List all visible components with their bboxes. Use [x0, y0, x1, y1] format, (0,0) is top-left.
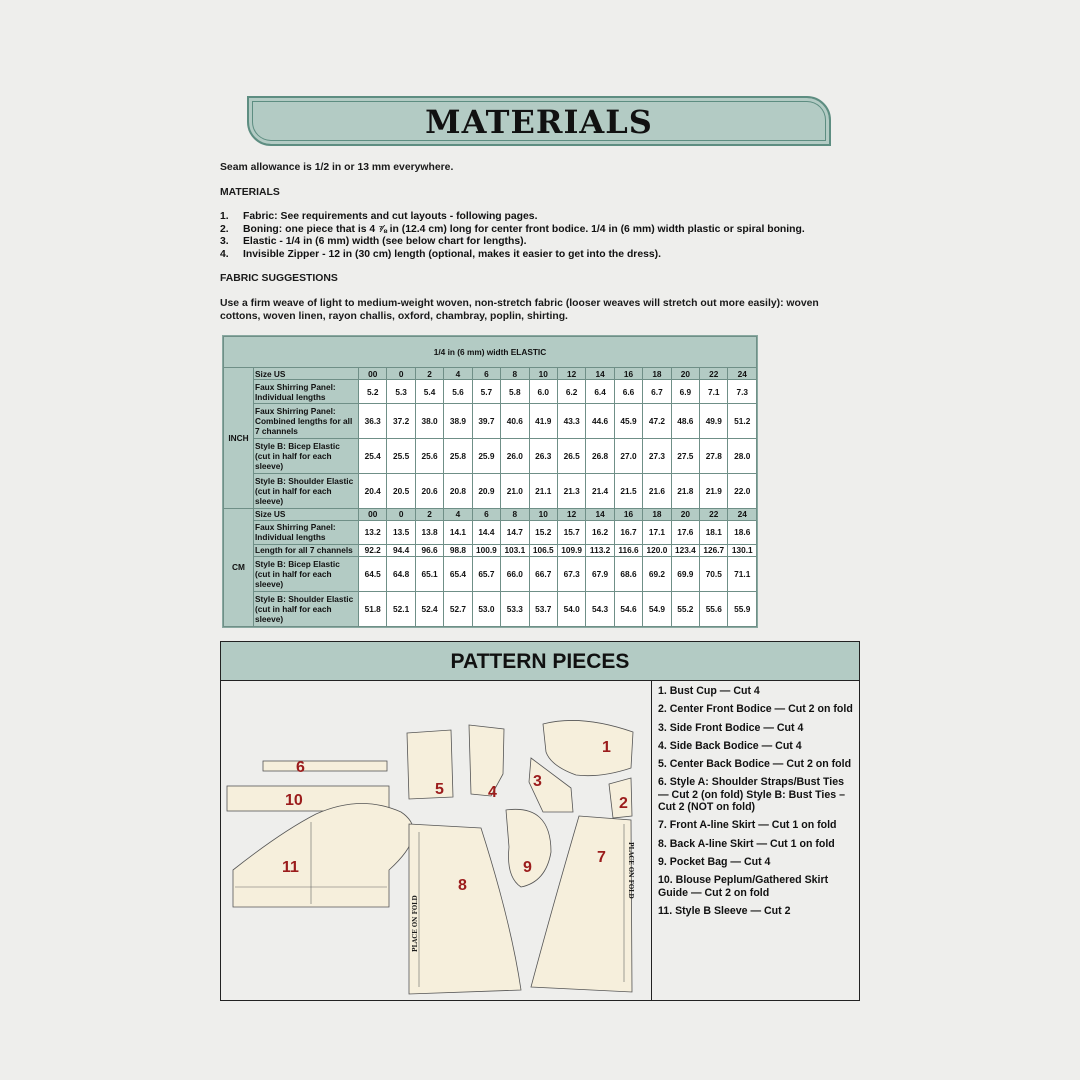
piece-11-shape: [233, 803, 414, 907]
value-cell: 17.6: [671, 521, 699, 545]
piece-8-shape: [409, 824, 521, 994]
list-text: Boning: one piece that is 4 ⅞ in (12.4 cm) long for center front bodice. 1/4 in (6 mm) width plastic or spiral boning.: [243, 223, 805, 235]
size-cell: 2: [415, 508, 443, 520]
value-cell: 54.6: [614, 592, 642, 627]
list-number: 3.: [220, 236, 229, 247]
size-cell: 10: [529, 368, 557, 380]
value-cell: 21.4: [586, 473, 614, 508]
value-cell: 27.0: [614, 438, 642, 473]
size-cell: 8: [501, 368, 529, 380]
value-cell: 25.8: [444, 438, 472, 473]
value-cell: 113.2: [586, 544, 614, 556]
materials-list: [220, 211, 805, 261]
value-cell: 54.9: [643, 592, 671, 627]
unit-label: CM: [224, 508, 254, 626]
pattern-piece-item: 4. Side Back Bodice — Cut 4: [658, 739, 802, 752]
list-number: 2.: [220, 223, 229, 235]
value-cell: 52.1: [387, 592, 415, 627]
piece-3-number: 3: [533, 773, 542, 790]
value-cell: 98.8: [444, 544, 472, 556]
value-cell: 55.9: [728, 592, 757, 627]
elastic-table-caption: 1/4 in (6 mm) width ELASTIC: [224, 337, 757, 368]
pattern-piece-item: 9. Pocket Bag — Cut 4: [658, 855, 771, 868]
pattern-piece-item: 10. Blouse Peplum/Gathered Skirt Guide — Cut 2 on fold: [658, 874, 829, 899]
value-cell: 27.5: [671, 438, 699, 473]
value-cell: 120.0: [643, 544, 671, 556]
row-label: Style B: Shoulder Elastic (cut in half for each sleeve): [254, 473, 359, 508]
value-cell: 21.3: [557, 473, 585, 508]
value-cell: 92.2: [359, 544, 387, 556]
value-cell: 53.7: [529, 592, 557, 627]
value-cell: 5.4: [415, 380, 443, 404]
value-cell: 38.9: [444, 404, 472, 439]
page-title: MATERIALS: [425, 103, 653, 141]
value-cell: 15.2: [529, 521, 557, 545]
value-cell: 16.2: [586, 521, 614, 545]
value-cell: 94.4: [387, 544, 415, 556]
value-cell: 49.9: [700, 404, 728, 439]
value-cell: 69.9: [671, 557, 699, 592]
size-cell: 24: [728, 508, 757, 520]
value-cell: 64.5: [359, 557, 387, 592]
value-cell: 5.6: [444, 380, 472, 404]
size-cell: 00: [359, 508, 387, 520]
value-cell: 5.7: [472, 380, 500, 404]
value-cell: 53.0: [472, 592, 500, 627]
value-cell: 21.6: [643, 473, 671, 508]
value-cell: 109.9: [557, 544, 585, 556]
value-cell: 15.7: [557, 521, 585, 545]
value-cell: 5.3: [387, 380, 415, 404]
value-cell: 5.8: [501, 380, 529, 404]
piece-1-number: 1: [602, 739, 611, 756]
value-cell: 21.1: [529, 473, 557, 508]
size-cell: 4: [444, 368, 472, 380]
value-cell: 7.3: [728, 380, 757, 404]
value-cell: 6.4: [586, 380, 614, 404]
value-cell: 13.2: [359, 521, 387, 545]
value-cell: 25.9: [472, 438, 500, 473]
value-cell: 6.9: [671, 380, 699, 404]
size-cell: 4: [444, 508, 472, 520]
size-cell: 18: [643, 368, 671, 380]
value-cell: 67.3: [557, 557, 585, 592]
value-cell: 20.5: [387, 473, 415, 508]
piece-11-number: 11: [282, 859, 299, 876]
value-cell: 126.7: [700, 544, 728, 556]
fold-label-8: PLACE ON FOLD: [412, 895, 419, 952]
piece-8-number: 8: [458, 877, 467, 894]
value-cell: 5.2: [359, 380, 387, 404]
pattern-piece-item: 5. Center Back Bodice — Cut 2 on fold: [658, 758, 852, 771]
row-label: Faux Shirring Panel: Individual lengths: [254, 521, 359, 545]
value-cell: 106.5: [529, 544, 557, 556]
value-cell: 41.9: [529, 404, 557, 439]
value-cell: 16.7: [614, 521, 642, 545]
value-cell: 116.6: [614, 544, 642, 556]
pattern-layout-illustration: [221, 682, 651, 1000]
value-cell: 28.0: [728, 438, 757, 473]
size-header: Size US: [254, 508, 359, 520]
value-cell: 6.6: [614, 380, 642, 404]
value-cell: 20.6: [415, 473, 443, 508]
list-text: Fabric: See requirements and cut layouts - following pages.: [243, 211, 538, 222]
size-cell: 16: [614, 508, 642, 520]
value-cell: 70.5: [700, 557, 728, 592]
value-cell: 27.3: [643, 438, 671, 473]
value-cell: 45.9: [614, 404, 642, 439]
piece-4-number: 4: [488, 784, 497, 801]
value-cell: 26.8: [586, 438, 614, 473]
value-cell: 21.0: [501, 473, 529, 508]
pattern-piece-item: 3. Side Front Bodice — Cut 4: [658, 721, 804, 734]
list-number: 1.: [220, 211, 229, 222]
value-cell: 52.7: [444, 592, 472, 627]
piece-5-number: 5: [435, 781, 444, 798]
pattern-piece-item: 8. Back A-line Skirt — Cut 1 on fold: [658, 837, 835, 850]
value-cell: 48.6: [671, 404, 699, 439]
value-cell: 96.6: [415, 544, 443, 556]
row-label: Faux Shirring Panel: Combined lengths for all 7 channels: [254, 404, 359, 439]
value-cell: 65.1: [415, 557, 443, 592]
value-cell: 20.8: [444, 473, 472, 508]
value-cell: 65.7: [472, 557, 500, 592]
piece-9-number: 9: [523, 859, 532, 876]
size-cell: 22: [700, 508, 728, 520]
value-cell: 37.2: [387, 404, 415, 439]
value-cell: 66.7: [529, 557, 557, 592]
value-cell: 54.3: [586, 592, 614, 627]
size-cell: 20: [671, 368, 699, 380]
list-number: 4.: [220, 248, 229, 260]
value-cell: 40.6: [501, 404, 529, 439]
row-label: Length for all 7 channels: [254, 544, 359, 556]
value-cell: 6.0: [529, 380, 557, 404]
size-cell: 14: [586, 508, 614, 520]
value-cell: 66.0: [501, 557, 529, 592]
value-cell: 51.2: [728, 404, 757, 439]
value-cell: 6.2: [557, 380, 585, 404]
row-label: Style B: Bicep Elastic (cut in half for each sleeve): [254, 557, 359, 592]
value-cell: 25.5: [387, 438, 415, 473]
size-cell: 6: [472, 508, 500, 520]
size-cell: 8: [501, 508, 529, 520]
row-label: Style B: Shoulder Elastic (cut in half for each sleeve): [254, 592, 359, 627]
materials-list-item: [220, 224, 805, 237]
value-cell: 21.9: [700, 473, 728, 508]
value-cell: 18.1: [700, 521, 728, 545]
value-cell: 25.6: [415, 438, 443, 473]
value-cell: 68.6: [614, 557, 642, 592]
value-cell: 21.5: [614, 473, 642, 508]
unit-label: INCH: [224, 368, 254, 509]
materials-list-item: [220, 211, 805, 224]
piece-2-number: 2: [619, 795, 628, 812]
value-cell: 26.3: [529, 438, 557, 473]
row-label: Faux Shirring Panel: Individual lengths: [254, 380, 359, 404]
value-cell: 71.1: [728, 557, 757, 592]
value-cell: 22.0: [728, 473, 757, 508]
pattern-pieces-heading: PATTERN PIECES: [221, 642, 859, 681]
value-cell: 44.6: [586, 404, 614, 439]
pattern-piece-item: 11. Style B Sleeve — Cut 2: [658, 904, 791, 917]
size-header: Size US: [254, 368, 359, 380]
pattern-piece-item: 7. Front A-line Skirt — Cut 1 on fold: [658, 819, 837, 832]
size-cell: 6: [472, 368, 500, 380]
size-cell: 20: [671, 508, 699, 520]
value-cell: 17.1: [643, 521, 671, 545]
value-cell: 21.8: [671, 473, 699, 508]
value-cell: 20.9: [472, 473, 500, 508]
size-cell: 0: [387, 368, 415, 380]
value-cell: 38.0: [415, 404, 443, 439]
value-cell: 26.5: [557, 438, 585, 473]
value-cell: 7.1: [700, 380, 728, 404]
value-cell: 18.6: [728, 521, 757, 545]
row-label: Style B: Bicep Elastic (cut in half for each sleeve): [254, 438, 359, 473]
value-cell: 20.4: [359, 473, 387, 508]
value-cell: 54.0: [557, 592, 585, 627]
fold-label-7: PLACE ON FOLD: [627, 842, 634, 899]
list-text: Elastic - 1/4 in (6 mm) width (see below chart for lengths).: [243, 236, 527, 247]
value-cell: 14.1: [444, 521, 472, 545]
list-text: Invisible Zipper - 12 in (30 cm) length (optional, makes it easier to get into the dress).: [243, 248, 662, 260]
value-cell: 65.4: [444, 557, 472, 592]
value-cell: 14.4: [472, 521, 500, 545]
value-cell: 13.8: [415, 521, 443, 545]
pattern-pieces-panel: [220, 641, 860, 1001]
fabric-suggestions-text: Use a firm weave of light to medium-weight woven, non-stretch fabric (looser weaves will stretch out more easily): woven cottons, woven linen, rayon challis, oxford, chambray, poplin, shirting.: [220, 298, 819, 322]
size-cell: 14: [586, 368, 614, 380]
value-cell: 25.4: [359, 438, 387, 473]
size-cell: 24: [728, 368, 757, 380]
value-cell: 47.2: [643, 404, 671, 439]
size-cell: 0: [387, 508, 415, 520]
value-cell: 27.8: [700, 438, 728, 473]
materials-heading: MATERIALS: [220, 187, 280, 198]
value-cell: 36.3: [359, 404, 387, 439]
elastic-table: [222, 335, 758, 628]
pattern-pieces-list: [651, 680, 859, 1000]
value-cell: 123.4: [671, 544, 699, 556]
value-cell: 100.9: [472, 544, 500, 556]
value-cell: 13.5: [387, 521, 415, 545]
piece-7-number: 7: [597, 849, 606, 866]
piece-6-shape: [263, 761, 387, 771]
title-banner: [247, 96, 831, 146]
piece-6-number: 6: [296, 759, 305, 776]
value-cell: 64.8: [387, 557, 415, 592]
value-cell: 55.2: [671, 592, 699, 627]
size-cell: 12: [557, 368, 585, 380]
materials-list-item: [220, 236, 805, 249]
size-cell: 2: [415, 368, 443, 380]
value-cell: 6.7: [643, 380, 671, 404]
size-cell: 22: [700, 368, 728, 380]
size-cell: 00: [359, 368, 387, 380]
value-cell: 51.8: [359, 592, 387, 627]
value-cell: 67.9: [586, 557, 614, 592]
value-cell: 52.4: [415, 592, 443, 627]
value-cell: 55.6: [700, 592, 728, 627]
piece-1-shape: [543, 720, 633, 775]
value-cell: 53.3: [501, 592, 529, 627]
size-cell: 12: [557, 508, 585, 520]
pattern-piece-item: 6. Style A: Shoulder Straps/Bust Ties — Cut 2 (on fold) Style B: Bust Ties – Cut 2 (NOT on fold): [658, 776, 845, 814]
pattern-piece-item: 1. Bust Cup — Cut 4: [658, 685, 760, 697]
value-cell: 26.0: [501, 438, 529, 473]
size-cell: 18: [643, 508, 671, 520]
value-cell: 14.7: [501, 521, 529, 545]
value-cell: 43.3: [557, 404, 585, 439]
seam-allowance-text: Seam allowance is 1/2 in or 13 mm everywhere.: [220, 162, 454, 173]
materials-list-item: [220, 249, 805, 262]
piece-10-number: 10: [285, 792, 303, 809]
value-cell: 39.7: [472, 404, 500, 439]
piece-4-shape: [469, 725, 504, 796]
value-cell: 69.2: [643, 557, 671, 592]
fabric-heading: FABRIC SUGGESTIONS: [220, 273, 338, 284]
pattern-piece-item: 2. Center Front Bodice — Cut 2 on fold: [658, 703, 853, 716]
size-cell: 16: [614, 368, 642, 380]
piece-5-shape: [407, 730, 453, 799]
size-cell: 10: [529, 508, 557, 520]
value-cell: 103.1: [501, 544, 529, 556]
value-cell: 130.1: [728, 544, 757, 556]
